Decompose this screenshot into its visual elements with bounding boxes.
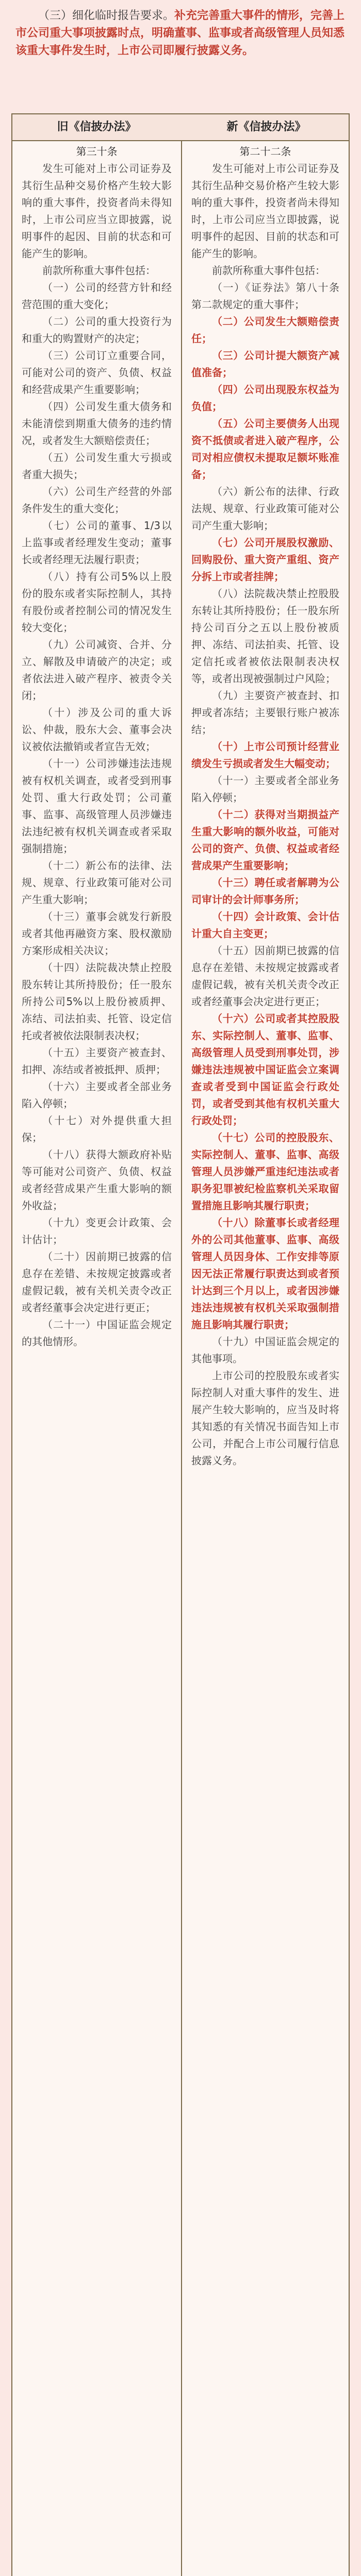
row1-left-cell: [12, 143, 181, 1350]
row1-left-item: （十一）公司涉嫌违法违规被有权机关调查，或者受到刑事处罚、重大行政处罚；公司董事、监事、高级管理人员涉嫌违法违纪被有权机关调查或者采取强制措施；: [22, 757, 172, 855]
row1-right-item: （八）法院裁决禁止控股股东转让其所持股份；任一股东所持公司百分之五以上股份被质押、冻结、司法拍卖、托管、设定信托或者被依法限制表决权等，或者出现被强制过户风险；: [191, 587, 339, 685]
comparison-table: [11, 113, 350, 2576]
row1-left-item: （十二）新公布的法律、法规、规章、行业政策可能对公司产生重大影响；: [22, 859, 172, 906]
table-header: [12, 114, 349, 141]
row1-right-item: （十九）中国证监会规定的其他事项。: [191, 1335, 339, 1365]
row1-right-item: （三）公司计提大额资产减值准备；: [191, 349, 339, 379]
row1-right-item: （五）公司主要债务人出现资不抵债或者进入破产程序，公司对相应债权未提取足额坏账准备；: [191, 417, 339, 481]
row1-left-para: 发生可能对上市公司证券及其衍生品种交易价格产生较大影响的重大事件，投资者尚未得知时，上市公司应当立即披露，说明事件的起因、目前的状态和可能产生的影响。: [22, 162, 172, 260]
row1-right-item: （十六）公司或者其控股股东、实际控制人、董事、监事、高级管理人员受到刑事处罚，涉嫌违法违规被中国证监会立案调查或者受到中国证监会行政处罚，或者受到其他有权机关重大行政处罚；: [191, 1012, 339, 1127]
row1-right-item: （十三）聘任或者解聘为公司审计的会计师事务所；: [191, 876, 339, 906]
row1-right-item: （九）主要资产被查封、扣押或者冻结；主要银行账户被冻结；: [191, 689, 339, 736]
row1-right-para: 发生可能对上市公司证券及其衍生品种交易价格产生较大影响的重大事件，投资者尚未得知时，上市公司应当立即披露，说明事件的起因、目前的状态和可能产生的影响。: [191, 162, 339, 260]
row1-left-para: 前款所称重大事件包括：: [42, 264, 156, 277]
row1-left-item: （三）公司订立重要合同，可能对公司的资产、负债、权益和经营成果产生重要影响；: [22, 349, 172, 396]
row1-right-tail: 上市公司的控股股东或者实际控制人对重大事件的发生、进展产生较大影响的，应当及时将其知悉的有关情况书面告知上市公司，并配合上市公司履行信息披露义务。: [191, 1369, 339, 1467]
row1-left-article: 第三十条: [76, 145, 118, 158]
row1-right-item: （四）公司出现股东权益为负值；: [191, 383, 339, 413]
row1-left-item: （二十）因前期已披露的信息存在差错、未按规定披露或者虚假记载，被有关机关责令改正或者经董事会决定进行更正；: [22, 1250, 172, 1314]
row1-left-item: （二十一）中国证监会规定的其他情形。: [22, 1318, 172, 1348]
row1-left-item: （四）公司发生重大债务和未能清偿到期重大债务的违约情况，或者发生大额赔偿责任；: [22, 400, 172, 447]
row1-left-item: （十七）对外提供重大担保；: [22, 1114, 172, 1144]
header-old: 旧《信披办法》: [57, 121, 137, 133]
intro-prefix: （三）细化临时报告要求。: [38, 9, 175, 22]
row1-right-item: （十二）获得对当期损益产生重大影响的额外收益，可能对公司的资产、负债、权益或者经营成果产生重要影响；: [191, 808, 339, 872]
row1-right-item: （七）公司开展股权激励、回购股份、重大资产重组、资产分拆上市或者挂牌；: [191, 536, 339, 583]
intro-paragraph: [0, 0, 361, 113]
row1-left-item: （一）公司的经营方针和经营范围的重大变化；: [22, 281, 172, 311]
row1-left-item: （七）公司的董事、1/3以上监事或者经理发生变动；董事长或者经理无法履行职责；: [22, 519, 172, 566]
row1-left-item: （五）公司发生重大亏损或者重大损失；: [22, 451, 172, 481]
row1-right-item: （十四）会计政策、会计估计重大自主变更；: [191, 910, 339, 940]
row1-right-cell: [182, 143, 349, 1469]
row1-left-item: （十六）主要或者全部业务陷入停顿；: [22, 1080, 172, 1110]
row1-left-item: （二）公司的重大投资行为和重大的购置财产的决定；: [22, 315, 172, 345]
row1-left-item: （十四）法院裁决禁止控股股东转让其所持股份；任一股东所持公司5%以上股份被质押、冻结、司法拍卖、托管、设定信托或者被依法限制表决权；: [22, 961, 172, 1042]
row1-left-item: （六）公司生产经营的外部条件发生的重大变化；: [22, 485, 172, 515]
row1-right-item: （一）《证券法》第八十条第二款规定的重大事件；: [191, 281, 339, 311]
row1-right-item: （十五）因前期已披露的信息存在差错、未按规定披露或者虚假记载，被有关机关责令改正或者经董事会决定进行更正；: [191, 944, 339, 1008]
row1-right-article: 第二十二条: [239, 145, 291, 158]
row1-right-item: （二）公司发生大额赔偿责任；: [191, 315, 339, 345]
intro-text: 补充完善重大事件的情形，完善上市公司重大事项披露时点，明确董事、监事或者高级管理人员知悉该重大事件发生时，上市公司即履行披露义务。: [15, 9, 345, 57]
row1-left-item: （十九）变更会计政策、会计估计；: [22, 1216, 172, 1246]
row1-left-item: （十）涉及公司的重大诉讼、仲裁，股东大会、董事会决议被依法撤销或者宣告无效；: [22, 706, 172, 753]
row1-right-item: （十八）除董事长或者经理外的公司其他董事、监事、高级管理人员因身体、工作安排等原因无法正常履行职责达到或者预计达到三个月以上，或者因涉嫌违法违规被有权机关采取强制措施且影响其履行职责；: [191, 1216, 339, 1331]
row1-left-item: （九）公司减资、合并、分立、解散及申请破产的决定；或者依法进入破产程序、被责令关闭；: [22, 638, 172, 702]
header-new: 新《信披办法》: [226, 121, 306, 133]
row1-right-item: （十）上市公司预计经营业绩发生亏损或者发生大幅变动；: [191, 740, 339, 770]
row1-right-para: 前款所称重大事件包括：: [212, 264, 325, 277]
row1-left-item: （十五）主要资产被查封、扣押、冻结或者被抵押、质押；: [22, 1046, 172, 1076]
row1-right-item: （六）新公布的法律、行政法规、规章、行业政策可能对公司产生重大影响；: [191, 485, 339, 532]
row1-right-item: （十一）主要或者全部业务陷入停顿；: [191, 774, 339, 804]
row1-right-item: （十七）公司的控股股东、实际控制人、董事、监事、高级管理人员涉嫌严重违纪违法或者职务犯罪被纪检监察机关采取留置措施且影响其履行职责；: [191, 1131, 339, 1212]
row1-left-item: （八）持有公司5%以上股份的股东或者实际控制人，其持有股份或者控制公司的情况发生较大变化；: [22, 570, 172, 634]
row1-left-item: （十八）获得大额政府补贴等可能对公司资产、负债、权益或者经营成果产生重大影响的额外收益；: [22, 1148, 172, 1212]
row1-left-item: （十三）董事会就发行新股或者其他再融资方案、股权激励方案形成相关决议；: [22, 910, 172, 957]
